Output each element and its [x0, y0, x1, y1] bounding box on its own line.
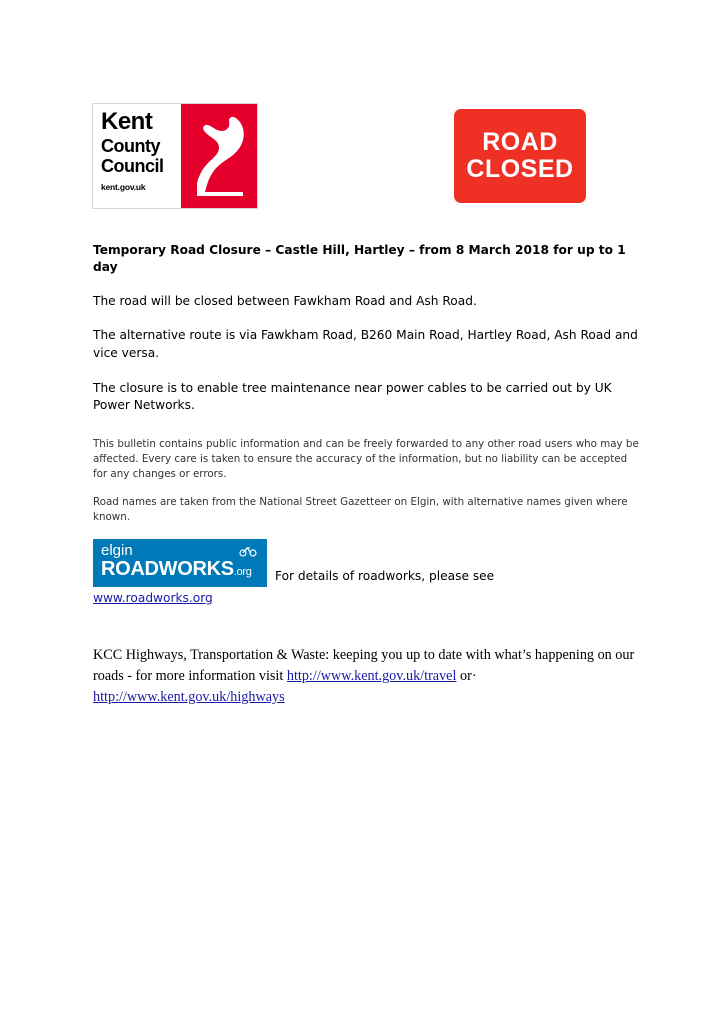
- paragraph-closure-extent: The road will be closed between Fawkham Road and Ash Road.: [93, 293, 477, 308]
- footer-text-between: or: [459, 668, 472, 685]
- document-footer: [93, 645, 645, 708]
- roadworks-org-link[interactable]: www.roadworks.org: [93, 590, 213, 605]
- document-header: [92, 103, 632, 213]
- footer-text-before: KCC Highways, Transportation & Waste: keeping you up to date with what’s happening on our roads - for more information visit: [93, 647, 635, 685]
- paragraph-alternative-route: The alternative route is via Fawkham Road, B260 Main Road, Hartley Road, Ash Road and vice versa.: [93, 328, 638, 361]
- kcc-logo-line-3: Council: [101, 156, 164, 176]
- kent-highways-link[interactable]: http://www.kent.gov.uk/highways: [93, 689, 285, 706]
- rampant-horse-icon: [185, 112, 255, 200]
- footer-separator-dot: ·: [471, 668, 477, 685]
- road-closed-line-2: CLOSED: [466, 155, 574, 183]
- gazetteer-note-text: Road names are taken from the National Street Gazetteer on Elgin, with alternative names given where known.: [93, 495, 628, 523]
- page-title: Temporary Road Closure – Castle Hill, Hartley – from 8 March 2018 for up to 1 day: [93, 243, 626, 275]
- kcc-logo-line-1: Kent: [101, 108, 153, 135]
- elgin-caption: For details of roadworks, please see: [275, 568, 495, 583]
- elgin-roadworks-block: [93, 539, 641, 605]
- kcc-logo-url: kent.gov.uk: [101, 182, 146, 192]
- disclaimer-text: This bulletin contains public information and can be freely forwarded to any other road users who may be affected. Every care is taken to ensure the accuracy of the information, but no liability can be accepted for any changes or errors.: [93, 438, 639, 480]
- elgin-logo-org-text: .org: [233, 565, 252, 578]
- bicycle-icon: [239, 545, 257, 557]
- elgin-logo-line-2: [101, 559, 267, 580]
- kent-travel-link[interactable]: http://www.kent.gov.uk/travel: [286, 668, 457, 685]
- elgin-roadworks-logo: [93, 539, 267, 587]
- paragraph-closure-reason: The closure is to enable tree maintenance near power cables to be carried out by UK Power Networks.: [93, 380, 612, 413]
- elgin-logo-line-1: elgin: [101, 541, 133, 559]
- kcc-logo-wordmark: [93, 104, 181, 208]
- elgin-logo-roadworks-text: ROADWORKS: [101, 557, 234, 580]
- kent-county-council-logo: [92, 103, 258, 209]
- road-closed-line-1: ROAD: [482, 127, 558, 156]
- document-body: [93, 242, 641, 605]
- kcc-logo-red-panel: [181, 104, 257, 208]
- road-closed-sign: [454, 109, 586, 203]
- kcc-logo-line-2: County: [101, 136, 160, 156]
